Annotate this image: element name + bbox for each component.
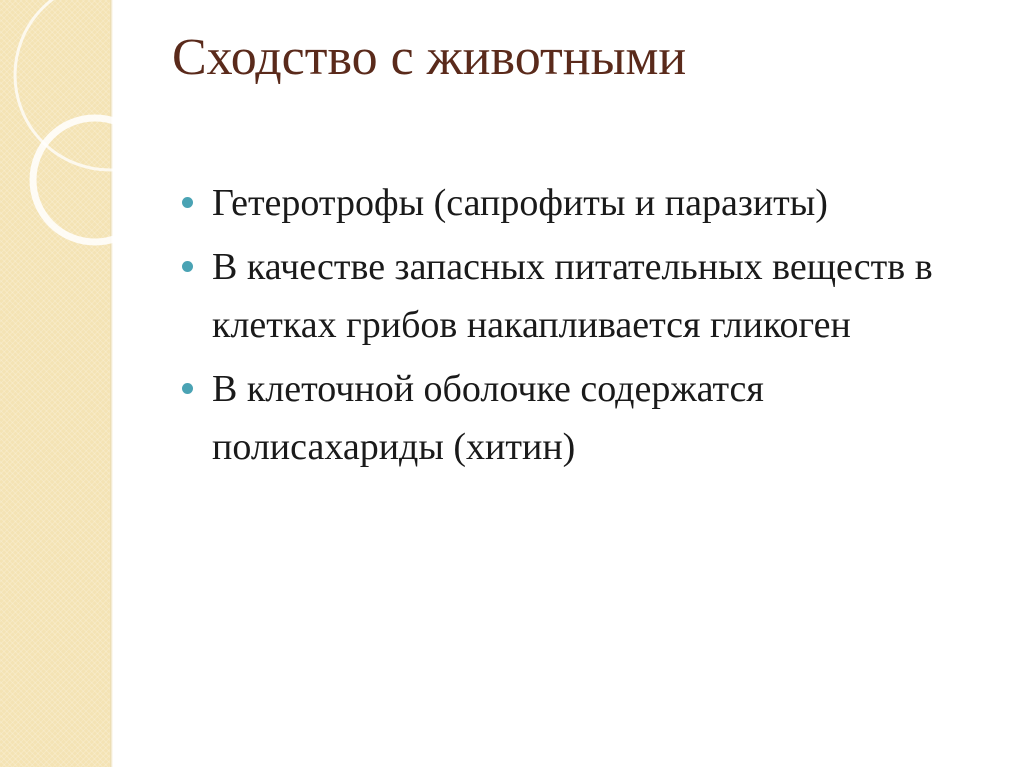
bullet-list [178,174,978,482]
decorative-ring-small [33,118,130,242]
bullet-item [178,238,978,354]
bullet-dot-icon [182,197,193,208]
bullet-text: В качестве запасных питательных веществ в клетках грибов накапливается гликоген [212,246,933,346]
bullet-text: Гетеротрофы (сапрофиты и паразиты) [212,182,828,224]
decorative-ring-large [15,0,130,170]
bullet-item [178,360,978,476]
decorative-rings [0,0,130,260]
bullet-dot-icon [182,383,193,394]
bullet-text: В клеточной оболочке содержатся полисахариды (хитин) [212,368,764,468]
bullet-dot-icon [182,261,193,272]
slide-title: Сходство с животными [172,29,687,86]
bullet-item [178,174,978,232]
